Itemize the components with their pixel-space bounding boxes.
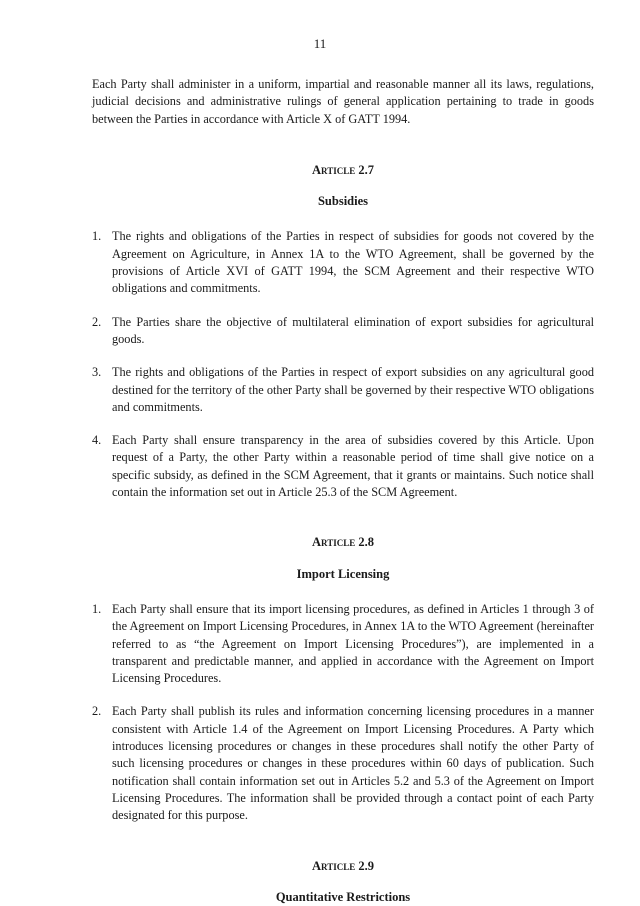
- item-text: The rights and obligations of the Parties in respect of subsidies for goods not covered by the Agreement on Agriculture, in Annex 1A to the WTO Agreement, shall be governed by the provisions of Article XVI of GATT 1994, the SCM Agreement and their respective WTO obligations and commitments.: [112, 229, 594, 295]
- intro-paragraph: Each Party shall administer in a uniform, impartial and reasonable manner all its laws, regulations, judicial decisions and administrative rulings of general application pertaining to trade in goods between the Parties in accordance with Article X of GATT 1994.: [92, 76, 594, 128]
- item-text: The Parties share the objective of multilateral elimination of export subsidies for agricultural goods.: [112, 315, 594, 346]
- article-2-7: [92, 162, 594, 501]
- article-heading: Article 2.7: [92, 162, 594, 179]
- list-item: [92, 601, 594, 687]
- item-text: Each Party shall ensure that its import licensing procedures, as defined in Articles 1 through 3 of the Agreement on Import Licensing Procedures, in Annex 1A to the WTO Agreement (hereinafter referred to as “the Agreement on Import Licensing Procedures”), are implemented in a transparent and predictable manner, and applied in accordance with the Agreement on Import Licensing Procedures.: [112, 602, 594, 685]
- article-items: [92, 601, 594, 825]
- article-heading: Article 2.9: [92, 858, 594, 875]
- item-number: 2.: [92, 314, 101, 331]
- article-2-9: [92, 858, 594, 906]
- list-item: [92, 228, 594, 297]
- article-items: [92, 228, 594, 501]
- list-item: [92, 314, 594, 349]
- article-2-8: [92, 534, 594, 824]
- item-number: 4.: [92, 432, 101, 449]
- page-content: [92, 76, 594, 906]
- item-text: Each Party shall publish its rules and information concerning licensing procedures in a manner consistent with Article 1.4 of the Agreement on Import Licensing Procedures. A Party which introduces licensing procedures or changes in these procedures shall notify the other Party of such licensing procedures or changes in these procedures within 60 days of publication. Such notification shall contain information set out in Articles 5.2 and 5.3 of the Agreement on Import Licensing Procedures. The information shall be provided through a contact point of each Party designated for this purpose.: [112, 704, 594, 822]
- article-title: Import Licensing: [92, 566, 594, 583]
- list-item: [92, 703, 594, 824]
- item-text: The rights and obligations of the Parties in respect of export subsidies on any agricultural good destined for the territory of the other Party shall be governed by their respective WTO obligations and commitments.: [112, 365, 594, 414]
- item-number: 2.: [92, 703, 101, 720]
- list-item: [92, 432, 594, 501]
- article-title: Subsidies: [92, 193, 594, 210]
- article-heading: Article 2.8: [92, 534, 594, 551]
- item-number: 3.: [92, 364, 101, 381]
- item-number: 1.: [92, 601, 101, 618]
- item-number: 1.: [92, 228, 101, 245]
- item-text: Each Party shall ensure transparency in the area of subsidies covered by this Article. Upon request of a Party, the other Party within a reasonable period of time shall give notice on a specific subsidy, as defined in the SCM Agreement, that it grants or maintains. Such notice shall contain the information set out in Article 25.3 of the SCM Agreement.: [112, 433, 594, 499]
- article-title: Quantitative Restrictions: [92, 889, 594, 906]
- list-item: [92, 364, 594, 416]
- page-number: 11: [0, 36, 640, 52]
